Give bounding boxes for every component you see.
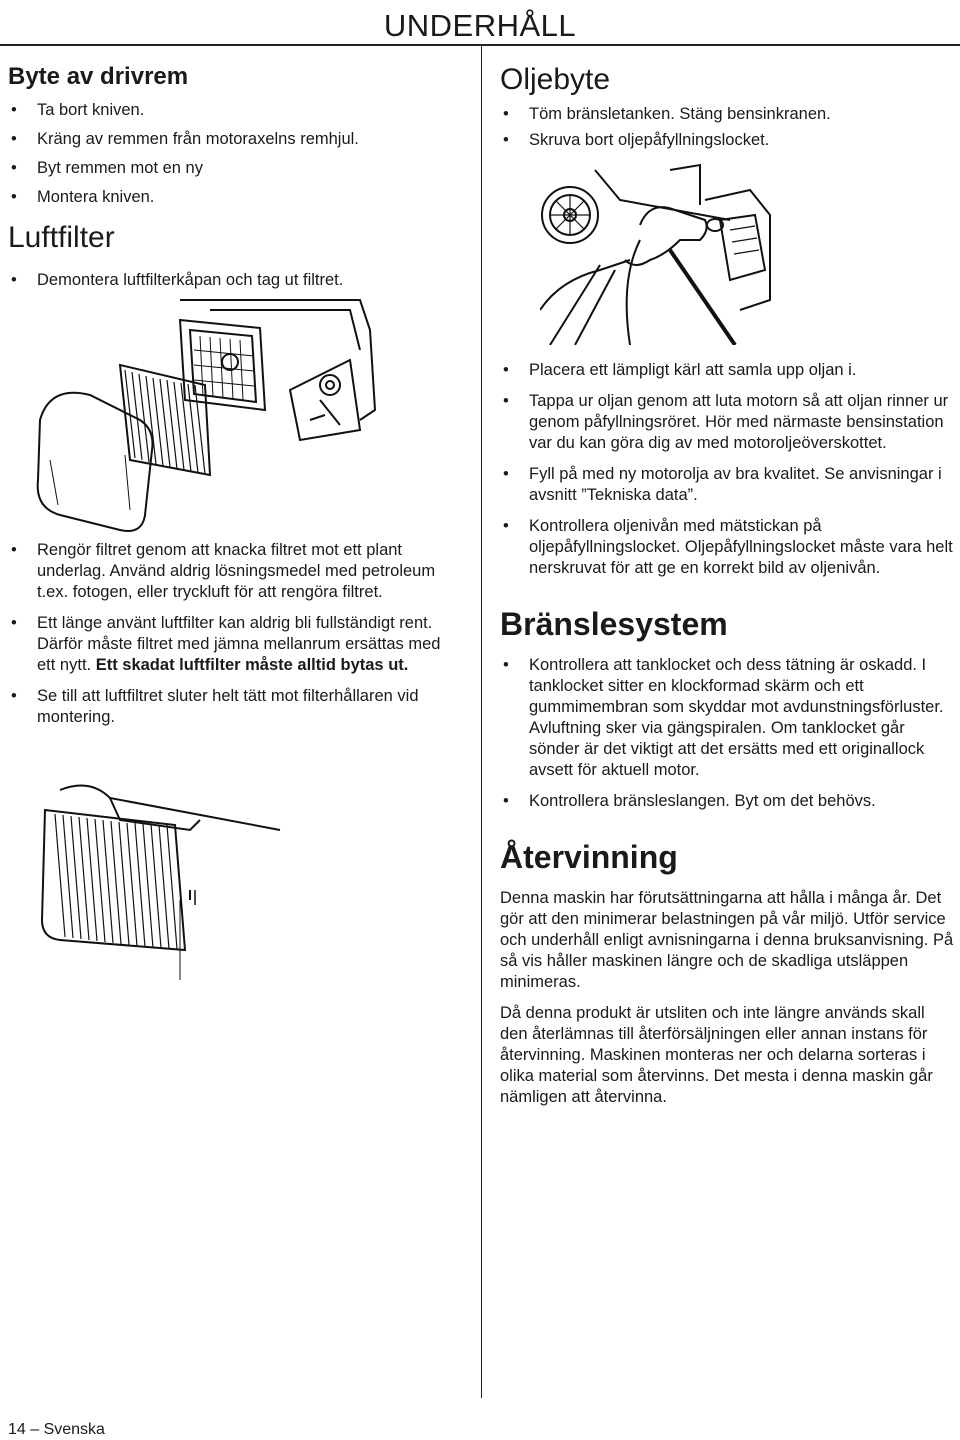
list-item: • Töm bränsletanken. Stäng bensinkranen. bbox=[500, 104, 955, 125]
section-title-oil-change: Oljebyte bbox=[500, 63, 611, 96]
list-item bbox=[8, 613, 463, 676]
section-oil-change-cont bbox=[500, 360, 955, 579]
list-item: • Se till att luftfiltret sluter helt tätt mot filterhållaren vid montering. bbox=[8, 686, 463, 728]
fuel-system-list bbox=[500, 655, 955, 812]
section-fuel-system bbox=[500, 605, 955, 812]
list-item: • Tappa ur oljan genom att luta motorn så att oljan rinner ur genom påfyllningsröret. Hör med närmaste bensinstation var du kan göra dig av med motoroljeöverskottet. bbox=[500, 391, 955, 454]
air-filter-list-2 bbox=[8, 540, 463, 728]
section-title-drive-belt: Byte av drivrem bbox=[8, 63, 189, 90]
filter-install-illustration bbox=[30, 780, 300, 980]
oil-fill-illustration bbox=[540, 160, 780, 345]
list-item: • Kontrollera oljenivån med mätstickan på oljepåfyllningslocket. Oljepåfyllningslocket måste vara helt nerskruvat för att ge en korrekt bild av oljenivån. bbox=[500, 516, 955, 579]
section-title-air-filter: Luftfilter bbox=[8, 221, 115, 254]
list-item: • Kontrollera att tanklocket och dess tätning är oskadd. I tanklocket sitter en klockformad skärm och ett gummimembran som skyddar mot avdunstningsförluster. Avluftning sker via gängspiralen. Om tanklocket går sönder är det viktigt att det ersätts med ett originallock avsett för aktuell motor. bbox=[500, 655, 955, 781]
section-drive-belt bbox=[8, 62, 463, 208]
list-item: • Rengör filtret genom att knacka filtret mot ett plant underlag. Använd aldrig lösningsmedel med petroleum t.ex. fotogen, eller tryckluft för att rengöra filtret. bbox=[8, 540, 463, 603]
page-title: UNDERHÅLL bbox=[383, 8, 577, 43]
column-divider bbox=[481, 46, 482, 1398]
air-filter-warning: Ett skadat luftfilter måste alltid bytas ut. bbox=[95, 656, 409, 674]
section-oil-change bbox=[500, 62, 955, 151]
recycling-paragraph-2: Då denna produkt är utsliten och inte längre används skall den återlämnas till återförsäljningen eller annan instans för återvinning. Maskinen monteras ner och delarna sorteras i olika material som återvinns. Det mesta i denna maskin går nämligen att återvinna. bbox=[500, 1004, 933, 1106]
list-item: • Ta bort kniven. bbox=[8, 100, 463, 121]
oil-change-list-1 bbox=[500, 104, 955, 151]
list-item: • Skruva bort oljepåfyllningslocket. bbox=[500, 130, 955, 151]
section-title-recycling: Återvinning bbox=[500, 839, 678, 875]
section-title-fuel-system: Bränslesystem bbox=[500, 606, 728, 642]
list-item: • Fyll på med ny motorolja av bra kvalitet. Se anvisningar i avsnitt ”Tekniska data”. bbox=[500, 464, 955, 506]
air-filter-list-1 bbox=[8, 270, 463, 291]
header-rule bbox=[0, 44, 960, 46]
section-air-filter bbox=[8, 220, 463, 291]
section-air-filter-cont bbox=[8, 540, 463, 728]
list-item: • Kontrollera bränsleslangen. Byt om det behövs. bbox=[500, 791, 955, 812]
air-filter-note: Ett länge använt luftfilter kan aldrig bli fullständigt rent. Därför måste filtret med jämna mellanrum ersättas med ett nytt. bbox=[37, 614, 441, 674]
list-item: • Byt remmen mot en ny bbox=[8, 158, 463, 179]
list-item: • Montera kniven. bbox=[8, 187, 463, 208]
list-item: • Demontera luftfilterkåpan och tag ut filtret. bbox=[8, 270, 463, 291]
list-item: • Kräng av remmen från motoraxelns remhjul. bbox=[8, 129, 463, 150]
section-recycling bbox=[500, 838, 955, 1108]
page-footer: 14 – Svenska bbox=[8, 1421, 105, 1438]
recycling-paragraph-1: Denna maskin har förutsättningarna att hålla i många år. Det gör att den minimerar belastningen på vår miljö. Utför service och underhåll enligt avnisningarna i denna bruksanvisning. På så vis håller maskinen längre och de skadliga utsläppen minimeras. bbox=[500, 889, 954, 991]
list-item: • Placera ett lämpligt kärl att samla upp oljan i. bbox=[500, 360, 955, 381]
oil-change-list-2 bbox=[500, 360, 955, 579]
air-filter-illustration bbox=[30, 290, 390, 540]
drive-belt-list bbox=[8, 100, 463, 208]
